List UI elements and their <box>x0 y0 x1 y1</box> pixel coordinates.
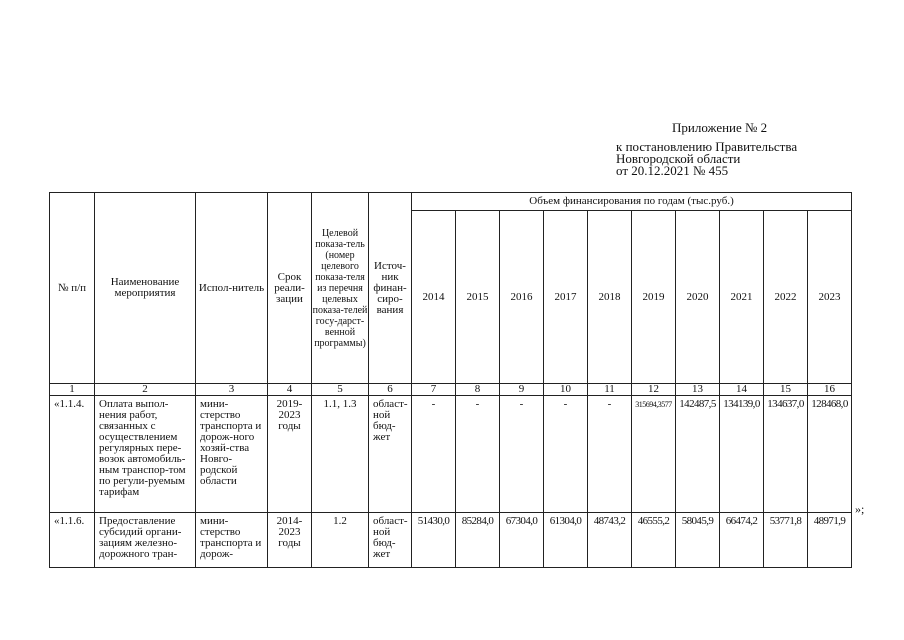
col-header-executor: Испол-нитель <box>196 193 268 384</box>
row-value: 134637,0 <box>764 396 808 513</box>
funding-table <box>49 192 852 568</box>
row-name: Оплата выпол-нения работ, связанных с осуществлением регулярных пере-возок автомобиль-ным транспор-том по регули-руемым тарифам <box>95 396 196 513</box>
row-name: Предоставление субсидий органи-зациям железно-дорожного тран- <box>95 513 196 568</box>
row-term: 2014-2023 годы <box>268 513 312 568</box>
row-value: 58045,9 <box>676 513 720 568</box>
column-number: 14 <box>720 384 764 396</box>
row-value: 48971,9 <box>808 513 852 568</box>
row-value: - <box>412 396 456 513</box>
column-number: 2 <box>95 384 196 396</box>
column-number: 10 <box>544 384 588 396</box>
col-header-year: 2022 <box>764 211 808 384</box>
col-header-target: Целевой показа-тель (номер целевого показа-теля из перечня целевых показа-телей госу-дарст-венной программы) <box>312 193 369 384</box>
col-header-year: 2015 <box>456 211 500 384</box>
row-value: 61304,0 <box>544 513 588 568</box>
col-header-source: Источ-ник финан-сиро-вания <box>369 193 412 384</box>
column-number: 3 <box>196 384 268 396</box>
column-number: 12 <box>632 384 676 396</box>
row-value: 128468,0 <box>808 396 852 513</box>
col-header-year: 2016 <box>500 211 544 384</box>
row-value: - <box>544 396 588 513</box>
row-value: 315694,3577 <box>632 396 676 513</box>
col-header-year: 2017 <box>544 211 588 384</box>
appendix-ref-line: к постановлению Правительства <box>616 139 798 154</box>
col-header-year: 2020 <box>676 211 720 384</box>
row-target: 1.2 <box>312 513 369 568</box>
column-number: 7 <box>412 384 456 396</box>
table-row <box>50 513 852 568</box>
column-number: 5 <box>312 384 369 396</box>
row-value: - <box>588 396 632 513</box>
row-executor: мини-стерство транспорта и дорож-ного хозяй-ства Новго-родской области <box>196 396 268 513</box>
row-value: 67304,0 <box>500 513 544 568</box>
col-header-term: Срок реали-зации <box>268 193 312 384</box>
col-header-year: 2021 <box>720 211 764 384</box>
row-value: - <box>456 396 500 513</box>
column-number: 8 <box>456 384 500 396</box>
row-target: 1.1, 1.3 <box>312 396 369 513</box>
row-source: област-ной бюд-жет <box>369 396 412 513</box>
row-source: област-ной бюд-жет <box>369 513 412 568</box>
row-term: 2019-2023 годы <box>268 396 312 513</box>
column-number: 16 <box>808 384 852 396</box>
row-value: 48743,2 <box>588 513 632 568</box>
row-value: 142487,5 <box>676 396 720 513</box>
col-header-year: 2019 <box>632 211 676 384</box>
row-value: 66474,2 <box>720 513 764 568</box>
column-number: 4 <box>268 384 312 396</box>
row-value: 134139,0 <box>720 396 764 513</box>
row-value: 53771,8 <box>764 513 808 568</box>
table-row <box>50 396 852 513</box>
column-number: 9 <box>500 384 544 396</box>
column-number: 13 <box>676 384 720 396</box>
column-number: 6 <box>369 384 412 396</box>
col-header-year: 2018 <box>588 211 632 384</box>
row-value: 85284,0 <box>456 513 500 568</box>
row-num: «1.1.4. <box>50 396 95 513</box>
column-number: 15 <box>764 384 808 396</box>
column-number: 1 <box>50 384 95 396</box>
row-end-mark: »; <box>855 502 865 516</box>
row-value: 46555,2 <box>632 513 676 568</box>
row-num: «1.1.6. <box>50 513 95 568</box>
col-header-name: Наименование мероприятия <box>95 193 196 384</box>
row-value: 51430,0 <box>412 513 456 568</box>
appendix-date-line: от 20.12.2021 № 455 <box>616 163 729 178</box>
col-header-num: № п/п <box>50 193 95 384</box>
appendix-region-line: Новгородской области <box>616 151 741 166</box>
col-header-funding-group: Объем финансирования по годам (тыс.руб.) <box>412 193 852 211</box>
col-header-year: 2023 <box>808 211 852 384</box>
column-number: 11 <box>588 384 632 396</box>
row-value: - <box>500 396 544 513</box>
appendix-title: Приложение № 2 <box>672 120 768 135</box>
row-executor: мини-стерство транспорта и дорож- <box>196 513 268 568</box>
col-header-year: 2014 <box>412 211 456 384</box>
column-number-row <box>50 384 852 396</box>
